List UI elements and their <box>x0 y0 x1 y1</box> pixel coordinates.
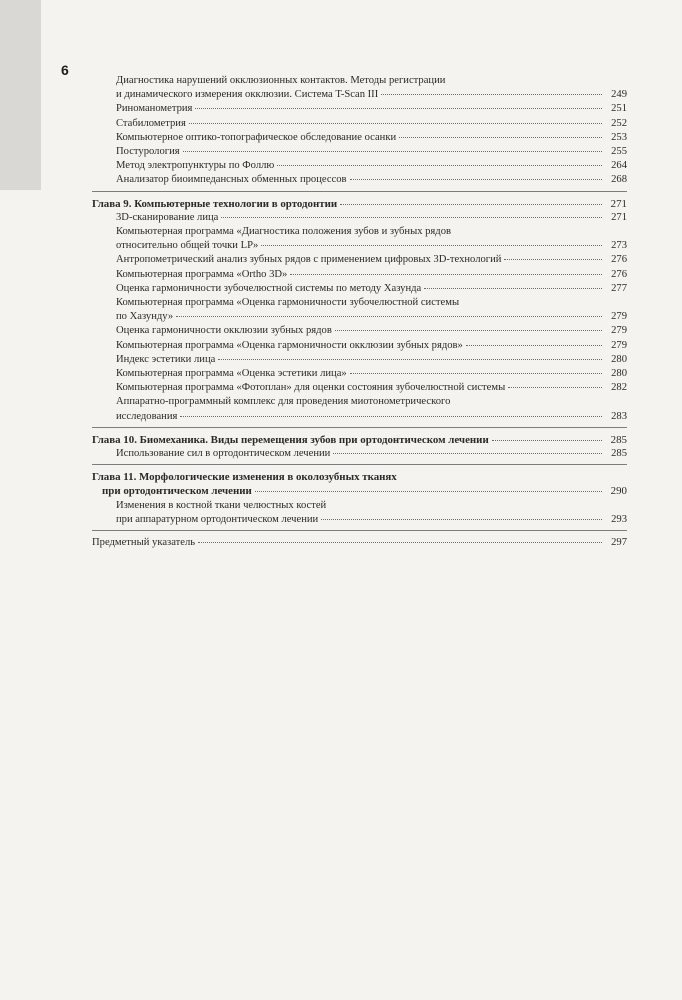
toc-entry: Антропометрический анализ зубных рядов с применением цифровых 3D-технологий 276 <box>92 253 627 267</box>
toc-entry: при аппаратурном ортодонтическом лечении 293 <box>92 513 627 527</box>
table-of-contents <box>92 74 627 550</box>
toc-entry: Компьютерная программа «Оценка гармоничности окклюзии зубных рядов» 279 <box>92 339 627 353</box>
toc-entry: по Хазунду» 279 <box>92 310 627 324</box>
toc-chapter-heading: при ортодонтическом лечении 290 <box>102 485 627 498</box>
toc-page-ref: 282 <box>611 382 627 394</box>
toc-page-ref: 268 <box>611 174 627 186</box>
toc-chapter-9 <box>92 197 627 428</box>
toc-page-ref: 251 <box>611 103 627 115</box>
toc-entry: Оценка гармоничности зубочелюстной системы по методу Хазунда 277 <box>92 282 627 296</box>
toc-entry-line: Компьютерная программа «Диагностика положения зубов и зубных рядов <box>116 226 451 238</box>
toc-index <box>92 536 627 550</box>
toc-page-ref: 280 <box>611 353 627 365</box>
toc-page-ref: 253 <box>611 131 627 143</box>
toc-page-ref: 276 <box>611 268 627 280</box>
toc-page-ref: 290 <box>610 485 627 498</box>
toc-entry: Стабилометрия 252 <box>92 117 627 131</box>
toc-page-ref: 279 <box>611 311 627 323</box>
toc-entry: Оценка гармоничности окклюзии зубных рядов 279 <box>92 324 627 338</box>
toc-entry-line: Диагностика нарушений окклюзионных контактов. Методы регистрации <box>116 75 446 86</box>
toc-chapter-heading-line: Глава 11. Морфологические изменения в околозубных тканях <box>92 471 397 484</box>
toc-page-ref: 264 <box>611 160 627 172</box>
toc-page-ref: 271 <box>610 197 627 210</box>
toc-entry: и динамического измерения окклюзии. Система T-Scan III 249 <box>92 88 627 102</box>
toc-page-ref: 297 <box>611 537 627 549</box>
toc-entry: Индекс эстетики лица 280 <box>92 353 627 367</box>
toc-entry: Риноманометрия 251 <box>92 102 627 116</box>
toc-page-ref: 285 <box>611 448 627 460</box>
toc-page-ref: 271 <box>611 211 627 223</box>
toc-entry-line: Аппаратно-программный комплекс для проведения миотонометрического <box>116 396 451 408</box>
toc-entry-line: Изменения в костной ткани челюстных костей <box>116 499 327 511</box>
toc-page-ref: 283 <box>611 410 627 422</box>
toc-page-ref: 280 <box>611 368 627 380</box>
toc-page-ref: 293 <box>611 513 627 525</box>
toc-page-ref: 249 <box>611 89 627 101</box>
toc-entry: Постурология 255 <box>92 145 627 159</box>
toc-page-ref: 255 <box>611 146 627 158</box>
toc-page-ref: 277 <box>611 282 627 294</box>
toc-chapter-heading: Глава 9. Компьютерные технологии в ортодонтии 271 <box>92 197 627 210</box>
toc-section-continued <box>92 74 627 192</box>
toc-entry: Метод электропунктуры по Фоллю 264 <box>92 159 627 173</box>
toc-page-ref: 279 <box>611 325 627 337</box>
toc-chapter-10 <box>92 433 627 465</box>
toc-entry-line: Компьютерная программа «Оценка гармоничности зубочелюстной системы <box>116 297 460 309</box>
page-edge-band <box>0 0 41 190</box>
toc-entry: Компьютерная программа «Оценка эстетики лица» 280 <box>92 367 627 381</box>
toc-entry: Компьютерное оптико-топографическое обследование осанки 253 <box>92 131 627 145</box>
page-number: 6 <box>61 62 69 78</box>
toc-chapter-11 <box>92 470 627 531</box>
toc-entry: Предметный указатель 297 <box>92 536 627 550</box>
toc-page-ref: 285 <box>610 433 627 446</box>
toc-entry: 3D-сканирование лица 271 <box>92 211 627 225</box>
toc-page-ref: 273 <box>611 240 627 252</box>
toc-page-ref: 252 <box>611 117 627 129</box>
toc-entry: Использование сил в ортодонтическом лечении 285 <box>92 447 627 461</box>
toc-entry: Компьютерная программа «Ortho 3D» 276 <box>92 268 627 282</box>
toc-chapter-heading: Глава 10. Биомеханика. Виды перемещения зубов при ортодонтическом лечении 285 <box>92 433 627 446</box>
toc-page-ref: 279 <box>611 339 627 351</box>
toc-entry: относительно общей точки LP» 273 <box>92 239 627 253</box>
toc-entry: Анализатор биоимпедансных обменных процессов 268 <box>92 173 627 187</box>
toc-page-ref: 276 <box>611 254 627 266</box>
toc-entry: Компьютерная программа «Фотоплан» для оценки состояния зубочелюстной системы 282 <box>92 381 627 395</box>
toc-entry: исследования 283 <box>92 410 627 424</box>
